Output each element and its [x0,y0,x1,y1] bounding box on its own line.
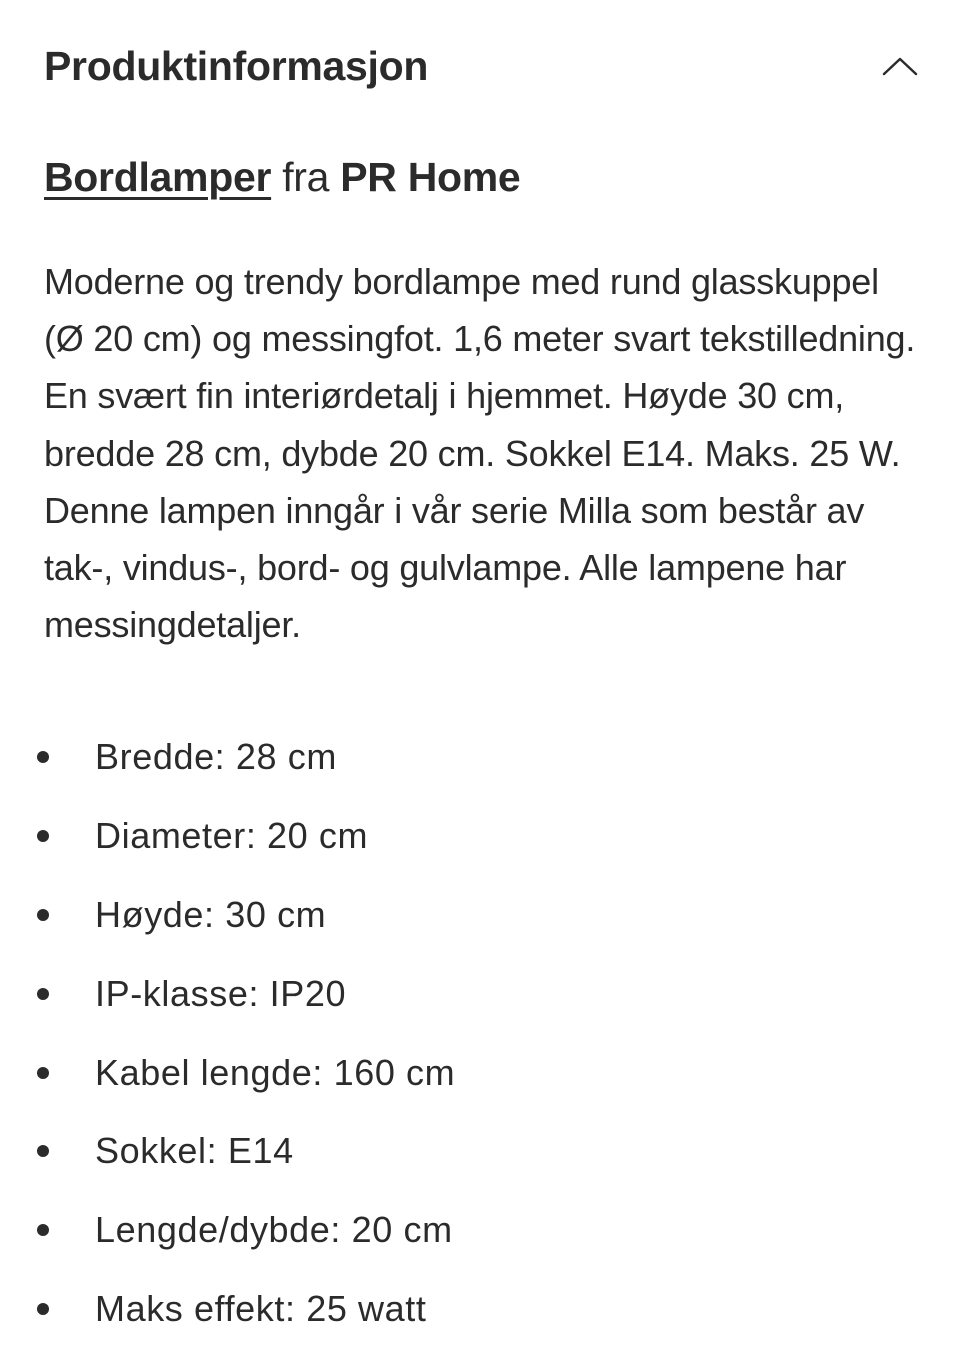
spec-text: Kabel lengde: 160 cm [95,1051,456,1093]
bullet-icon [37,1145,49,1157]
spec-text: Lengde/dybde: 20 cm [95,1209,453,1251]
spec-item [0,1033,455,1112]
bullet-icon [37,909,49,921]
spec-item [0,1112,455,1191]
spec-text: IP-klasse: IP20 [95,972,347,1014]
spec-item [0,954,455,1033]
bullet-icon [37,830,49,842]
spec-text: Sokkel: E14 [95,1130,294,1172]
spec-item [0,1191,455,1270]
spec-text: Maks effekt: 25 watt [95,1287,427,1329]
category-link-bordlamper[interactable]: Bordlamper [44,154,272,200]
spec-text: Høyde: 30 cm [95,893,327,935]
accordion-header-produktinformasjon[interactable] [44,36,924,96]
spec-text: Bredde: 28 cm [95,736,337,778]
product-description: Moderne og trendy bordlampe med rund glasskuppel (Ø 20 cm) og messingfot. 1,6 meter svart tekstilledning. En svært fin interiørdetalj i hjemmet. Høyde 30 cm, bredde 28 cm, dybde 20 cm. Sokkel E14. Maks. 25 W. Denne lampen inngår i vår serie Milla som består av tak-, vindus-, bord- og gulvlampe. Alle lampene har messingdetaljer. [44,261,916,646]
spec-list [0,718,455,1348]
spec-item [0,797,455,876]
brand-name: PR Home [340,154,521,200]
bullet-icon [37,1067,49,1079]
bullet-icon [37,1224,49,1236]
brand-connector: fra [271,154,341,200]
spec-item [0,876,455,955]
bullet-icon [37,988,49,1000]
brand-line [44,150,520,204]
spec-item [0,1270,455,1348]
spec-text: Diameter: 20 cm [95,815,369,857]
bullet-icon [37,751,49,763]
accordion-title: Produktinformasjon [44,42,429,89]
spec-item [0,718,455,797]
bullet-icon [37,1303,49,1315]
chevron-up-icon[interactable] [880,51,920,81]
